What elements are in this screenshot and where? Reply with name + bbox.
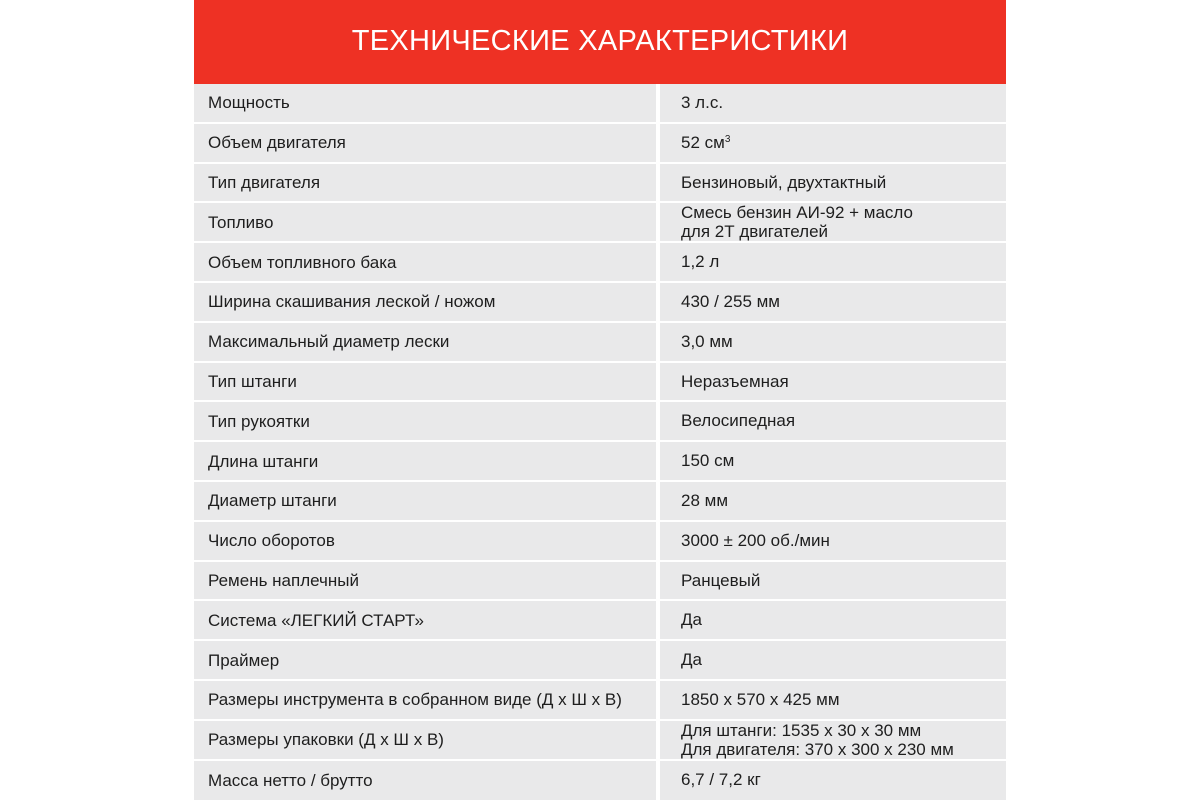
spec-value-line [681,133,1006,152]
spec-value-text: 3 л.с. [681,93,724,113]
spec-value-text: Велосипедная [681,411,796,431]
spec-value [660,283,1006,321]
spec-name: Ремень наплечный [194,562,656,600]
spec-value [660,681,1006,719]
table-row [194,124,1006,164]
spec-name: Ширина скашивания леской / ножом [194,283,656,321]
spec-value [660,761,1006,800]
spec-name: Длина штанги [194,442,656,480]
spec-value [660,562,1006,600]
spec-value-text: Для штанги: 1535 х 30 х 30 мм [681,720,922,740]
spec-value [660,641,1006,679]
table-row [194,562,1006,602]
spec-name: Тип рукоятки [194,402,656,440]
spec-name: Масса нетто / брутто [194,761,656,800]
spec-value [660,243,1006,281]
table-row [194,761,1006,800]
spec-value [660,164,1006,202]
spec-value-line [681,690,1006,709]
spec-value-text: 1,2 л [681,252,720,272]
table-row [194,442,1006,482]
table-row [194,721,1006,761]
spec-value-line [681,491,1006,510]
spec-value-line [681,203,1006,222]
spec-value [660,363,1006,401]
spec-value-line [681,411,1006,430]
spec-value-text: Да [681,650,702,670]
spec-value-text: Ранцевый [681,570,761,590]
spec-value-line [681,292,1006,311]
table-row [194,84,1006,124]
spec-value-text: 430 / 255 мм [681,291,780,311]
spec-value-text: 52 см [681,133,725,153]
spec-value-line [681,332,1006,351]
spec-value-line [681,451,1006,470]
spec-table [194,84,1006,800]
table-row [194,522,1006,562]
spec-value-line-2: для 2Т двигателей [681,222,829,242]
spec-value [660,323,1006,361]
spec-value [660,124,1006,162]
spec-value-text: 3,0 мм [681,331,733,351]
table-row [194,482,1006,522]
table-row [194,243,1006,283]
spec-name: Тип штанги [194,363,656,401]
table-row [194,323,1006,363]
spec-value-text: 1850 х 570 х 425 мм [681,689,840,709]
table-row [194,283,1006,323]
spec-value-line [681,770,1006,789]
spec-value-text: Да [681,610,702,630]
spec-name: Число оборотов [194,522,656,560]
spec-value [660,442,1006,480]
table-row [194,402,1006,442]
spec-value-line [681,252,1006,271]
spec-value [660,482,1006,520]
table-row [194,164,1006,204]
spec-value-text: Смесь бензин АИ-92 + масло [681,203,913,223]
spec-value-text: 150 см [681,451,735,471]
spec-value [660,601,1006,639]
spec-value-text: 6,7 / 7,2 кг [681,769,761,789]
spec-name: Размеры инструмента в собранном виде (Д х Ш х В) [194,681,656,719]
spec-name: Объем топливного бака [194,243,656,281]
spec-value-line [681,531,1006,550]
spec-value [660,84,1006,122]
spec-value [660,402,1006,440]
spec-value [660,721,1006,759]
spec-name: Топливо [194,203,656,241]
spec-name: Система «ЛЕГКИЙ СТАРТ» [194,601,656,639]
spec-value-superscript: 3 [724,134,731,146]
spec-value-line [681,721,1006,740]
table-row [194,681,1006,721]
spec-value-line [681,173,1006,192]
spec-value [660,522,1006,560]
table-row [194,203,1006,243]
spec-value-text: Бензиновый, двухтактный [681,172,887,192]
table-row [194,363,1006,403]
table-row [194,641,1006,681]
spec-value-line [681,650,1006,669]
page-title: ТЕХНИЧЕСКИЕ ХАРАКТЕРИСТИКИ [351,24,849,57]
spec-name: Тип двигателя [194,164,656,202]
spec-value [660,203,1006,241]
spec-name: Объем двигателя [194,124,656,162]
header-banner [194,0,1006,84]
spec-value-line [681,372,1006,391]
spec-name: Максимальный диаметр лески [194,323,656,361]
spec-sheet [194,0,1006,800]
spec-name: Размеры упаковки (Д х Ш х В) [194,721,656,759]
spec-name: Праймер [194,641,656,679]
spec-value-line [681,571,1006,590]
spec-name: Мощность [194,84,656,122]
spec-value-text: 3000 ± 200 об./мин [681,530,830,550]
spec-value-line [681,610,1006,629]
spec-name: Диаметр штанги [194,482,656,520]
table-row [194,601,1006,641]
spec-value-text: 28 мм [681,490,729,510]
spec-value-line [681,93,1006,112]
spec-value-text: Неразъемная [681,371,789,391]
spec-value-line-2: Для двигателя: 370 х 300 х 230 мм [681,739,954,759]
